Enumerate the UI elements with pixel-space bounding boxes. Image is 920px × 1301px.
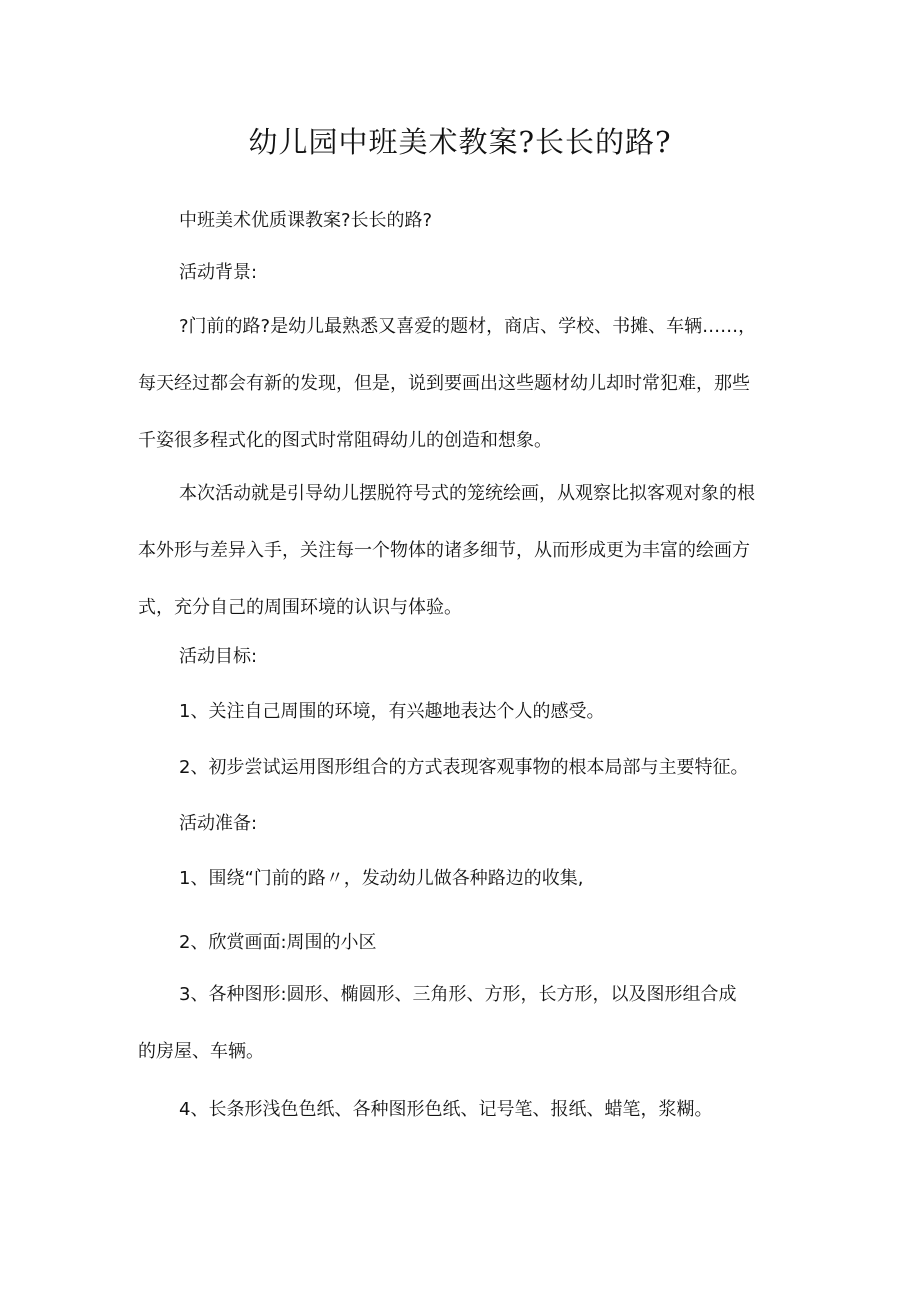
background-heading: 活动背景: — [179, 262, 258, 283]
background-paragraph-1 — [138, 298, 788, 469]
goal-item-2: 2、初步尝试运用图形组合的方式表现客观事物的根本局部与主要特征。 — [179, 757, 749, 778]
paragraph-line: 本外形与差异入手，关注每一个物体的诸多细节，从而形成更为丰富的绘画方 — [138, 540, 750, 561]
subtitle: 中班美术优质课教案?长长的路? — [179, 210, 433, 231]
paragraph-line: 每天经过都会有新的发现，但是，说到要画出这些题材幼儿却时常犯难，那些 — [138, 373, 750, 394]
prep-item-4: 4、长条形浅色色纸、各种图形色纸、记号笔、报纸、蜡笔，浆糊。 — [179, 1099, 713, 1120]
document-title: 幼儿园中班美术教案?长长的路? — [248, 125, 672, 159]
paragraph-line: 式，充分自己的周围环境的认识与体验。 — [138, 597, 462, 618]
background-paragraph-2 — [138, 465, 788, 636]
prep-item-3 — [138, 966, 788, 1080]
paragraph-line: 千姿很多程式化的图式时常阻碍幼儿的创造和想象。 — [138, 430, 552, 451]
paragraph-line: 的房屋、车辆。 — [138, 1041, 264, 1062]
prep-item-2: 2、欣赏画面:周围的小区 — [179, 932, 377, 953]
goals-heading: 活动目标: — [179, 646, 258, 667]
paragraph-line: 本次活动就是引导幼儿摆脱符号式的笼统绘画，从观察比拟客观对象的根 — [179, 483, 755, 504]
paragraph-line: 3、各种图形:圆形、椭圆形、三角形、方形，长方形，以及图形组合成 — [179, 984, 737, 1005]
paragraph-line: ?门前的路?是幼儿最熟悉又喜爱的题材，商店、学校、书摊、车辆……， — [179, 316, 757, 337]
goal-item-1: 1、关注自己周围的环境，有兴趣地表达个人的感受。 — [179, 701, 605, 722]
prep-heading: 活动准备: — [179, 813, 258, 834]
prep-item-1: 1、围绕“门前的路〃，发动幼儿做各种路边的收集, — [179, 868, 584, 889]
